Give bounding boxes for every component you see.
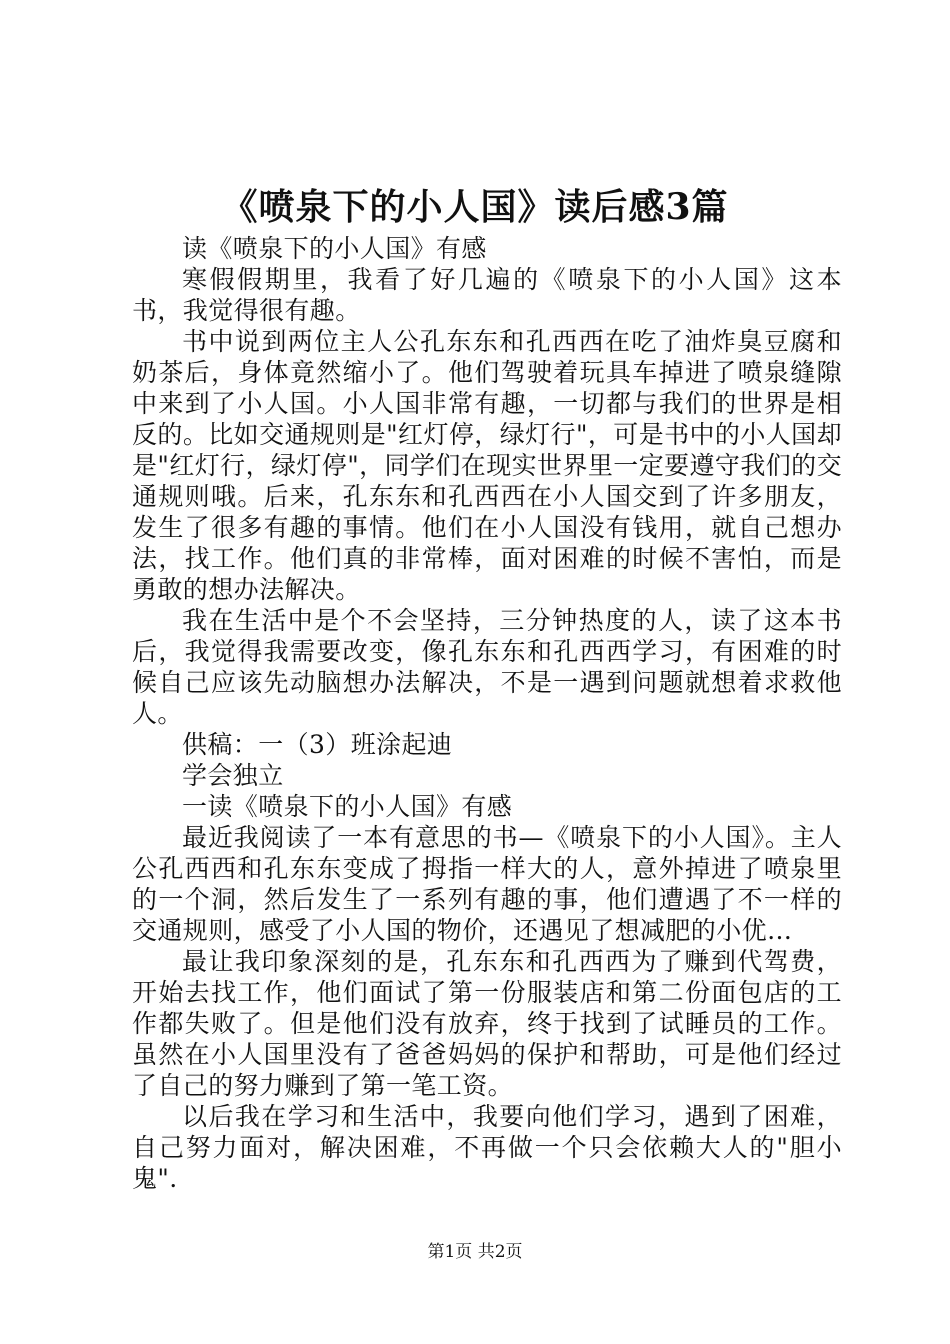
paragraph: 最让我印象深刻的是，孔东东和孔西西为了赚到代驾费，开始去找工作，他们面试了第一份服装店和第二份面包店的工作都失败了。但是他们没有放弃，终于找到了试睡员的工作。虽然在小人国里没有了爸爸妈妈的保护和帮助，可是他们经过了自己的努力赚到了第一笔工资。 xyxy=(132,947,842,1100)
document-title: 《喷泉下的小人国》读后感3篇 xyxy=(221,186,729,228)
paragraph: 寒假假期里，我看了好几遍的《喷泉下的小人国》这本书，我觉得很有趣。 xyxy=(132,265,842,325)
paragraph-heading: 学会独立 xyxy=(182,761,284,790)
paragraph-subtitle-1: 读《喷泉下的小人国》有感 xyxy=(182,234,487,263)
page-footer: 第1页 共2页 xyxy=(427,1242,523,1262)
paragraph: 以后我在学习和生活中，我要向他们学习，遇到了困难，自己努力面对，解决困难，不再做一个只会依赖大人的"胆小鬼". xyxy=(132,1102,842,1193)
paragraph: 书中说到两位主人公孔东东和孔西西在吃了油炸臭豆腐和奶茶后，身体竟然缩小了。他们驾驶着玩具车掉进了喷泉缝隙中来到了小人国。小人国非常有趣，一切都与我们的世界是相反的。比如交通规则是"红灯停，绿灯行"，可是书中的小人国却是"红灯行，绿灯停"，同学们在现实世界里一定要遵守我们的交通规则哦。后来，孔东东和孔西西在小人国交到了许多朋友，发生了很多有趣的事情。他们在小人国没有钱用，就自己想办法，找工作。他们真的非常棒，面对困难的时候不害怕，而是勇敢的想办法解决。 xyxy=(132,327,842,604)
paragraph: 最近我阅读了一本有意思的书—《喷泉下的小人国》。主人公孔西西和孔东东变成了拇指一样大的人，意外掉进了喷泉里的一个洞，然后发生了一系列有趣的事，他们遭遇了不一样的交通规则，感受了小人国的物价，还遇见了想减肥的小优… xyxy=(132,823,842,945)
paragraph: 我在生活中是个不会坚持，三分钟热度的人，读了这本书后，我觉得我需要改变，像孔东东和孔西西学习，有困难的时候自己应该先动脑想办法解决，不是一遇到问题就想着求救他人。 xyxy=(132,606,842,728)
paragraph-subtitle-2: 一读《喷泉下的小人国》有感 xyxy=(182,792,513,821)
paragraph-contributor: 供稿：一（3）班涂起迪 xyxy=(182,730,453,759)
document-body xyxy=(132,233,842,1194)
